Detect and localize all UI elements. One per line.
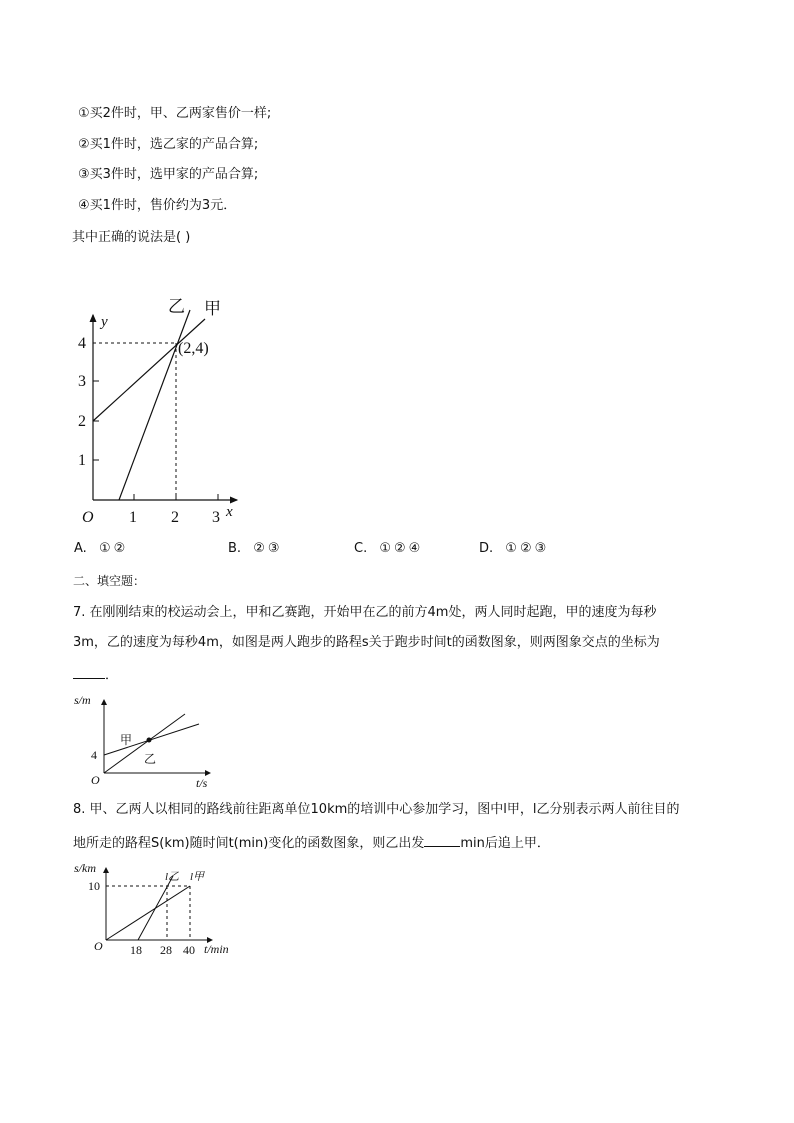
line-label-yi: 乙 xyxy=(144,752,157,766)
q8-answer-blank[interactable] xyxy=(424,832,460,847)
q8-graph xyxy=(72,856,242,961)
x-tick-3: 3 xyxy=(212,509,220,526)
y-tick-2: 2 xyxy=(78,413,86,430)
option-a[interactable] xyxy=(74,540,128,558)
q8-line-2 xyxy=(73,832,550,853)
line-label-jia: 甲 xyxy=(120,733,133,747)
q7-graph xyxy=(72,688,222,793)
option-b-label: B. xyxy=(228,541,242,556)
q8-line-2-b: min后追上甲． xyxy=(460,836,550,851)
option-c-label: C. xyxy=(354,541,368,556)
q7-line-3-end: ． xyxy=(105,668,119,683)
y-axis-label: s/m xyxy=(74,693,91,707)
line-jia xyxy=(104,724,199,755)
q6-statement-3: ③买3件时，选甲家的产品合算; xyxy=(78,167,259,182)
option-c[interactable] xyxy=(354,540,423,558)
line-label-jia: 甲 xyxy=(204,299,221,318)
y-tick-1: 1 xyxy=(78,452,86,469)
option-d-label: D. xyxy=(479,541,494,556)
x-axis-label: t/min xyxy=(204,942,229,956)
x-tick-40: 40 xyxy=(183,943,195,957)
q6-statement-1: ①买2件时，甲、乙两家售价一样; xyxy=(78,106,272,121)
y-tick-4: 4 xyxy=(91,748,97,762)
intersection-label: (2,4) xyxy=(178,340,209,357)
q8-line-2-a: 地所走的路程S(km)随时间t(min)变化的函数图象，则乙出发 xyxy=(73,836,425,851)
y-axis-label: s/km xyxy=(74,861,96,875)
intersection-point xyxy=(147,738,152,743)
option-b-text: ②③ xyxy=(253,541,283,556)
option-c-text: ①②④ xyxy=(379,541,424,556)
origin-label: O xyxy=(91,773,100,787)
section-heading: 二、填空题： xyxy=(73,574,146,588)
y-axis-label: y xyxy=(101,314,108,330)
y-tick-10: 10 xyxy=(88,879,100,893)
option-d[interactable] xyxy=(479,540,549,558)
line-label-jia: l甲 xyxy=(190,871,205,883)
x-tick-2: 2 xyxy=(171,509,179,526)
line-yi xyxy=(119,310,190,500)
x-tick-1: 1 xyxy=(129,509,137,526)
option-b[interactable] xyxy=(228,540,283,558)
origin-label: O xyxy=(94,939,103,953)
line-label-yi: 乙 xyxy=(168,297,185,316)
q8-line-1: 8. 甲、乙两人以相同的路线前往距离单位10km的培训中心参加学习，图中l甲，l乙分别表示两人前往目的 xyxy=(73,802,680,817)
y-tick-4: 4 xyxy=(78,335,86,352)
line-label-yi: l乙 xyxy=(165,871,180,883)
q7-line-3 xyxy=(73,664,118,685)
origin-label: O xyxy=(82,509,94,526)
option-a-label: A. xyxy=(74,541,87,556)
q7-line-2: 3m，乙的速度为每秒4m，如图是两人跑步的路程s关于跑步时间t的函数图象，则两图象交点的坐标为 xyxy=(73,635,660,650)
x-axis-label: t/s xyxy=(196,776,208,790)
q6-statement-4: ④买1件时，售价约为3元． xyxy=(78,198,237,213)
option-d-text: ①②③ xyxy=(505,541,550,556)
q6-question: 其中正确的说法是( ) xyxy=(72,230,191,245)
q7-answer-blank[interactable] xyxy=(73,664,105,679)
x-axis-label: x xyxy=(226,504,233,520)
q6-graph xyxy=(72,290,252,530)
x-tick-18: 18 xyxy=(130,943,142,957)
line-jia xyxy=(106,886,190,940)
option-a-text: ①② xyxy=(98,541,129,556)
q6-statement-2: ②买1件时，选乙家的产品合算; xyxy=(78,137,259,152)
y-tick-3: 3 xyxy=(78,373,86,390)
x-tick-28: 28 xyxy=(160,943,172,957)
line-jia xyxy=(93,319,205,421)
q7-line-1: 7. 在刚刚结束的校运动会上，甲和乙赛跑，开始甲在乙的前方4m处，两人同时起跑，甲的速度为每秒 xyxy=(73,605,657,620)
